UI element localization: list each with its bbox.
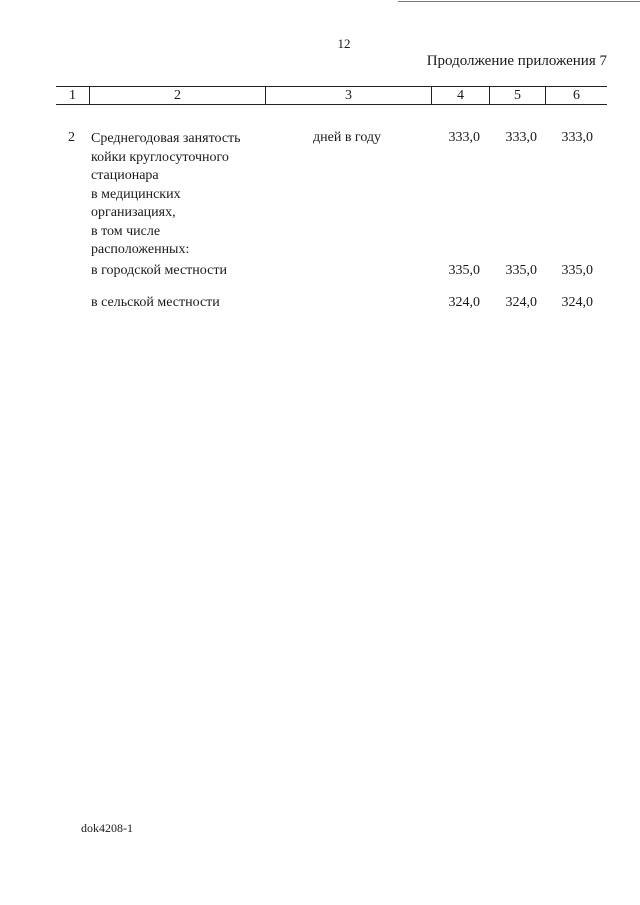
sub-row-label-rural: в сельской местности: [91, 295, 220, 310]
value-col6-urban: 335,0: [561, 263, 593, 278]
row-number: 2: [68, 130, 75, 145]
value-col5-rural: 324,0: [505, 295, 537, 310]
column-header-1: 1: [56, 87, 90, 104]
indicator-line: организациях,: [91, 205, 176, 220]
sub-row-label-urban: в городской местности: [91, 263, 227, 278]
indicator-name: [91, 130, 291, 260]
unit-cell: дней в году: [313, 130, 382, 145]
document-code: dok4208-1: [81, 821, 133, 835]
column-header-3: 3: [266, 87, 432, 104]
page-number: 12: [337, 36, 351, 51]
indicator-line: расположенных:: [91, 242, 190, 257]
value-col4-main: 333,0: [448, 130, 480, 145]
value-col6-rural: 324,0: [561, 295, 593, 310]
column-header-2: 2: [90, 87, 266, 104]
indicator-line: в том числе: [91, 223, 161, 239]
column-header-4: 4: [432, 87, 490, 104]
indicator-line: стационара: [91, 168, 159, 183]
indicator-line: в медицинских: [91, 186, 181, 202]
value-col6-main: 333,0: [561, 130, 593, 145]
continuation-title: Продолжение приложения 7: [426, 53, 607, 69]
value-col5-urban: 335,0: [505, 263, 537, 278]
indicator-line: Среднегодовая занятость: [91, 131, 241, 146]
column-header-6: 6: [573, 88, 580, 103]
indicator-line: койки круглосуточного: [91, 149, 229, 165]
column-header-5: 5: [490, 87, 546, 104]
top-rule: [398, 1, 640, 2]
column-header-row: [56, 86, 607, 105]
value-col5-main: 333,0: [505, 130, 537, 145]
value-col4-urban: 335,0: [448, 263, 480, 278]
value-col4-rural: 324,0: [448, 295, 480, 310]
